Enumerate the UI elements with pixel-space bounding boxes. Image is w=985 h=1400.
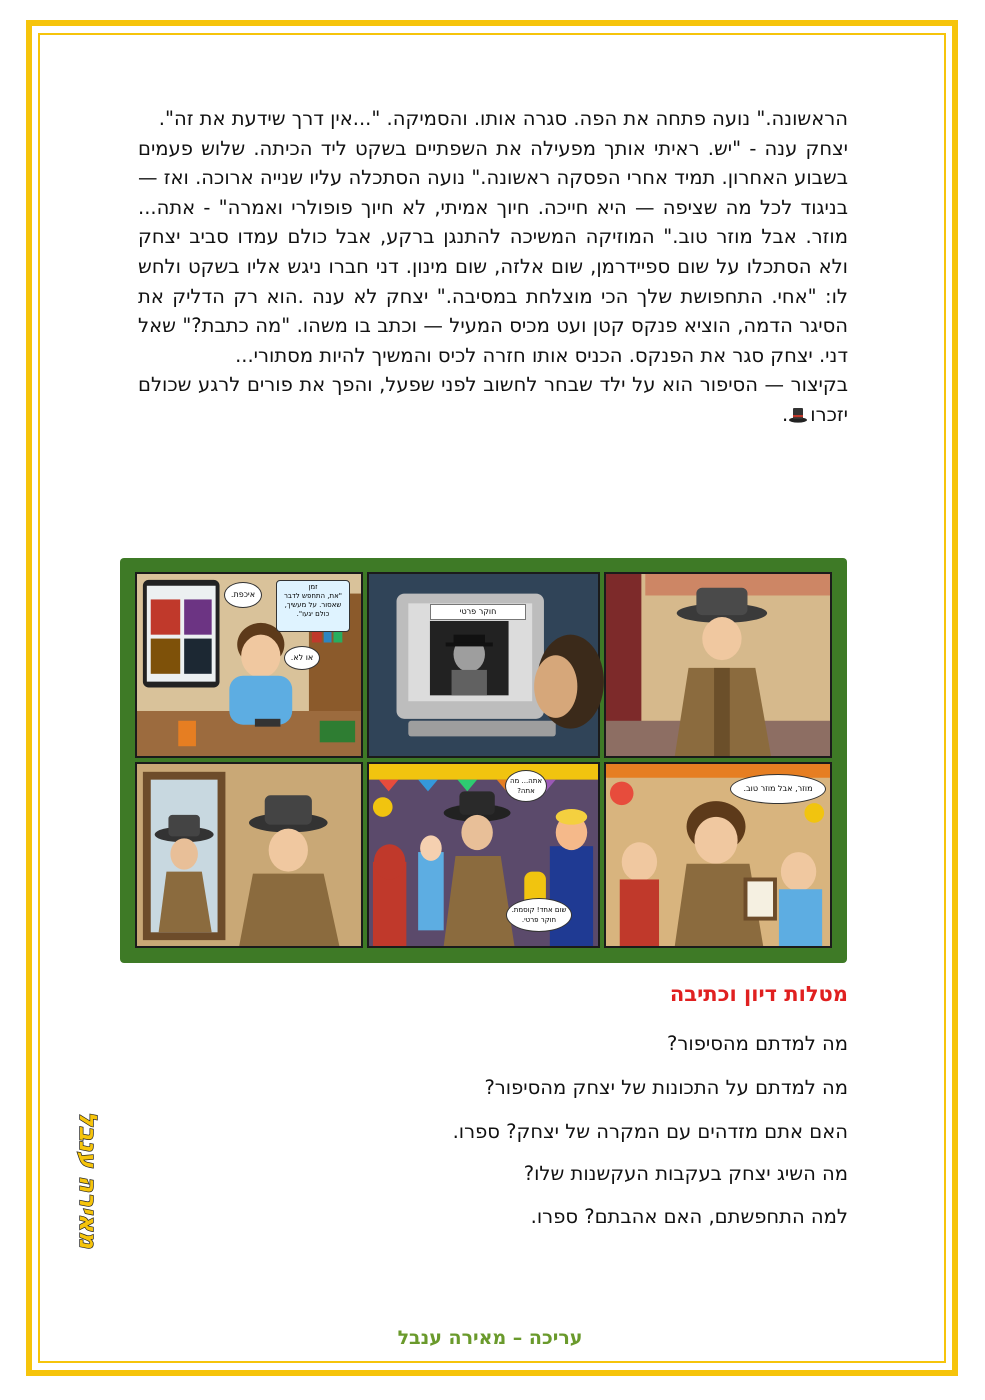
question-4: מה השיג יצחק בעקבות העקשנות שלו? (523, 1162, 848, 1185)
story-paragraph-3-text: בקיצור — הסיפור הוא על ילד שבחר לחשוב לפני שפעל, והפך את פורים לרגע שכולם יזכרו (138, 373, 848, 426)
speech-bubble-phone (276, 580, 350, 632)
speech-bubble-detective-answer: שום אחד! קוסמת. חוקר פרטי. (506, 898, 572, 932)
question-5: למה התחפשתם, האם אהבתם? ספרו. (530, 1205, 848, 1228)
question-3: האם אתם מזדהים עם המקרה של יצחק? ספרו. (452, 1120, 848, 1143)
story-paragraph-2: יצחק ענה - "יש. ראיתי אותך מפעילה את השפתיים בשקט ליד הכיתה. שלוש פעמים בשבוע האחרון. תמיד אחרי הפסקה ראשונה." נועה הסתכלה עליו שנייה ארוכה. ואז —בניגוד לכל מה שציפה — היא חייכה. חיוך אמיתי, לא חיוך פופולרי ואמרה" - אתה... מוזר. אבל מוזר טוב." המוזיקה המשיכה להתנגן ברקע, אבל כולם עמדו סביב יצחק ולא הסתכלו על שום ספיידרמן, שום אלזה, שום מינון. דני חברו ניגש אליו בשקט ולחש לו: "אחי. התחפושת שלך הכי מוצלחת במסיבה." יצחק לא ענה .הוא רק הדליק את הסיגר הדמה, הוציא פנקס קטן ועט מכיס המעיל — וכתב בו משהו. "מה כתבת?" שאל דני. יצחק סגר את הפנקס. הכניס אותו חזרה לכיס והמשיך להיות מסתורי... (138, 136, 848, 367)
story-paragraph-3 (138, 370, 848, 429)
discussion-title: מטלות דיון וכתיבה (669, 982, 848, 1006)
story-paragraph-1: הראשונה." נועה פתחה את הפה. סגרה אותו. והסמיקה. "...אין דרך שידעת את זה". (158, 107, 848, 130)
story-end-punct: . (782, 402, 789, 426)
speech-bubble-strange-good: מוזר, אבל מוזר טוב. (730, 774, 826, 804)
comic-illustration (120, 558, 847, 963)
speech-bubble-bottom: או לא. (284, 646, 320, 670)
speech-bubble-right: איכפת. (224, 582, 262, 608)
question-2: מה למדתם על התכונות של יצחק מהסיפור? (484, 1076, 848, 1099)
author-signature-text: מאירה ענבל (74, 1111, 102, 1249)
question-1: מה למדתם מהסיפור? (667, 1032, 848, 1055)
speech-bubble-phone-time: זמן (308, 583, 318, 591)
author-signature (46, 1090, 102, 1270)
comic-panel-4 (135, 762, 363, 948)
comic-panel-2 (367, 572, 600, 758)
comic-panel-3 (604, 572, 832, 758)
editor-credit: עריכה – מאירה ענבל (397, 1327, 583, 1349)
speech-bubble-phone-text: "את, התחפש לדבר שאסור. על מעשיך, כולם יגעו". (283, 592, 343, 618)
top-hat-icon (788, 403, 808, 423)
speech-bubble-what-are-you: אתה... מה אתה? (505, 770, 547, 802)
monitor-screen-label: חוקר פרטי (430, 604, 526, 620)
story-text (138, 104, 848, 430)
